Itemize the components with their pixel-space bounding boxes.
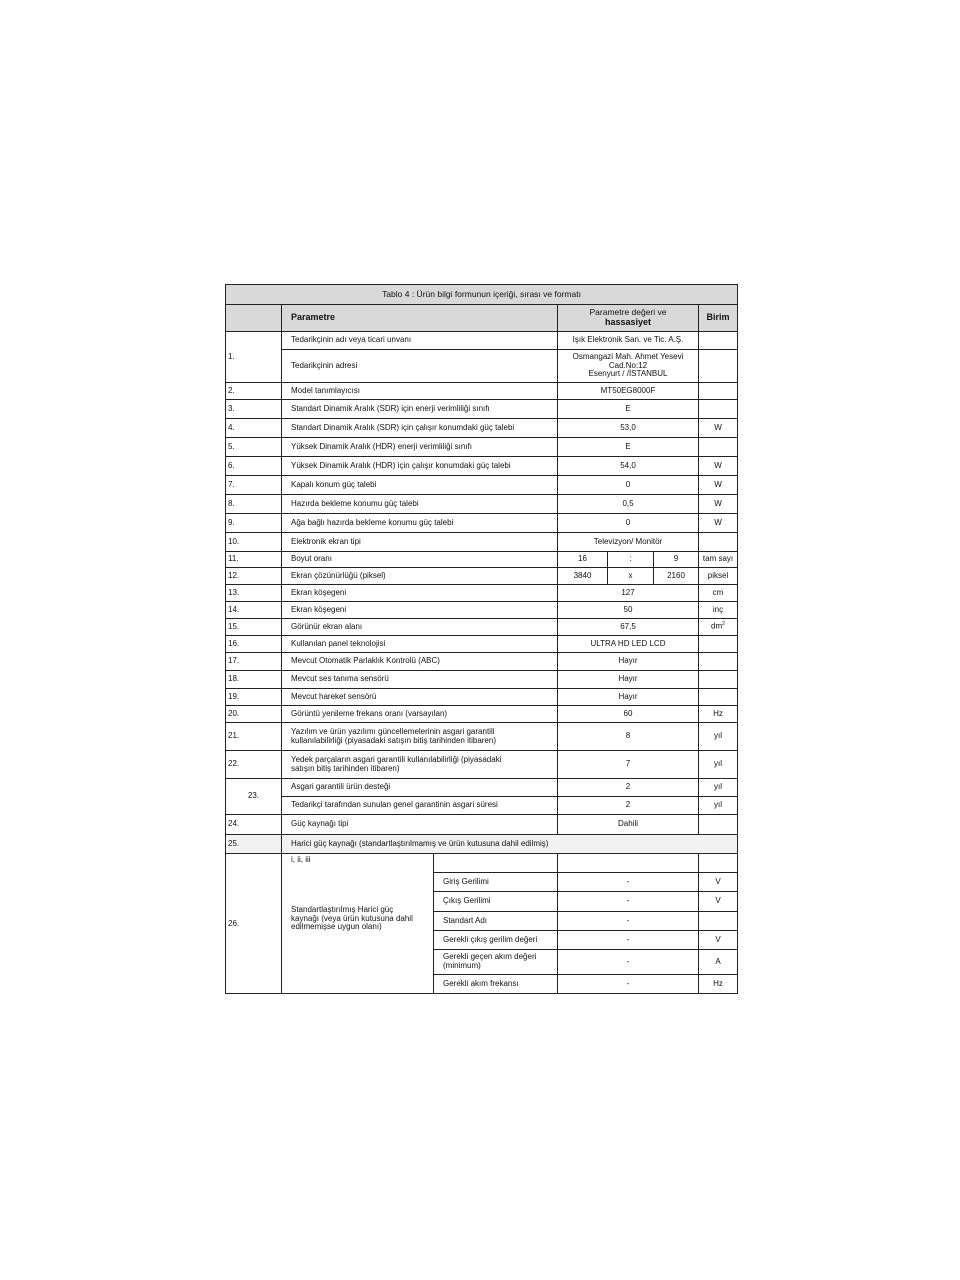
row-label: Harici güç kaynağı (standartlaştırılmamış ve ürün kutusuna dahil edilmiş): [282, 835, 738, 854]
row-unit: [699, 619, 738, 636]
row-value: Hayır: [558, 671, 699, 689]
sub-label: Gerekli çıkış gerilim değeri: [434, 931, 558, 950]
row-unit: cm: [699, 585, 738, 602]
row-value: E: [558, 438, 699, 457]
table-row: [226, 835, 738, 854]
sub-value: -: [558, 873, 699, 892]
row-label: Elektronik ekran tipi: [282, 533, 558, 552]
row-label: Model tanımlayıcısı: [282, 383, 558, 400]
sub-unit: [699, 912, 738, 931]
row-label: Asgari garantili ürün desteği: [282, 779, 558, 797]
table-row: [226, 495, 738, 514]
sub-label-line1: Gerekli geçen akım değeri: [443, 952, 537, 962]
row-value: ULTRA HD LED LCD: [558, 636, 699, 653]
sub-label-line2: (minimum): [443, 961, 481, 970]
row-label: Kapalı konum güç talebi: [282, 476, 558, 495]
table-row: [226, 568, 738, 585]
table-row: [226, 619, 738, 636]
row-number: 17.: [226, 653, 282, 671]
row-unit: [699, 332, 738, 350]
row-value: Hayır: [558, 689, 699, 706]
row-label: Ekran köşegeni: [282, 602, 558, 619]
row-label: Standart Dinamik Aralık (SDR) için çalışır konumdaki güç talebi: [282, 419, 558, 438]
row-value: MT50EG8000F: [558, 383, 699, 400]
row-number: 11.: [226, 552, 282, 568]
row-unit: [699, 671, 738, 689]
row-label: Standart Dinamik Aralık (SDR) için enerji verimliliği sınıfı: [282, 400, 558, 419]
aspect-height: 9: [654, 552, 699, 568]
sub-label: Gerekli akım frekansı: [434, 975, 558, 994]
row-value: 2: [558, 779, 699, 797]
row-number: 10.: [226, 533, 282, 552]
row-unit: [699, 636, 738, 653]
table-row: [226, 671, 738, 689]
row-value: 127: [558, 585, 699, 602]
sub-unit: A: [699, 950, 738, 975]
header-parametre: Parametre: [282, 305, 558, 332]
table-row: [226, 400, 738, 419]
row-unit: yıl: [699, 779, 738, 797]
resolution-height: 2160: [654, 568, 699, 585]
row-value: 8: [558, 723, 699, 751]
row-label: Ağa bağlı hazırda bekleme konumu güç talebi: [282, 514, 558, 533]
header-value-line2: hassasiyet: [604, 316, 652, 327]
row-label: Yüksek Dinamik Aralık (HDR) için çalışır konumdaki güç talebi: [282, 457, 558, 476]
table-row: [226, 751, 738, 779]
row-label: Mevcut hareket sensörü: [282, 689, 558, 706]
row-value: Dahili: [558, 815, 699, 835]
row-number: 24.: [226, 815, 282, 835]
row-value: 7: [558, 751, 699, 779]
sub-value: -: [558, 975, 699, 994]
resolution-width: 3840: [558, 568, 608, 585]
row-label-line2: satışın bitiş tarihinden itibaren): [291, 763, 400, 773]
sub-unit: V: [699, 931, 738, 950]
row-number: 3.: [226, 400, 282, 419]
unit-base: dm: [711, 621, 723, 631]
row-number: 6.: [226, 457, 282, 476]
table-row: [226, 457, 738, 476]
product-info-table: [225, 284, 738, 994]
table-row: [226, 383, 738, 400]
row-label: Mevcut ses tanıma sensörü: [282, 671, 558, 689]
resolution-separator: x: [608, 568, 654, 585]
external-psu-line3: edilmemişse uygun olanı): [291, 922, 382, 932]
row-number: 19.: [226, 689, 282, 706]
sub-unit: Hz: [699, 975, 738, 994]
row-value: 0,5: [558, 495, 699, 514]
row-value: 2: [558, 797, 699, 815]
external-psu-line2: kaynağı (veya ürün kutusuna dahil: [291, 913, 413, 923]
row-number: 15.: [226, 619, 282, 636]
row-unit: yıl: [699, 723, 738, 751]
table-caption: Tablo 4 : Ürün bilgi formunun içeriği, sırası ve formatı: [226, 285, 738, 305]
row-unit: W: [699, 419, 738, 438]
row-label-line1: Yazılım ve ürün yazılımı güncellemelerinin asgari garantili: [291, 726, 495, 736]
row-number: 20.: [226, 706, 282, 723]
aspect-separator: :: [608, 552, 654, 568]
row-unit: W: [699, 457, 738, 476]
sub-label: [434, 950, 558, 975]
sub-unit: V: [699, 892, 738, 912]
row-unit: [699, 438, 738, 457]
header-number-cell: [226, 305, 282, 332]
table-row: [226, 514, 738, 533]
row-unit: W: [699, 476, 738, 495]
row-unit: tam sayı: [699, 552, 738, 568]
row-label: Boyut oranı: [282, 552, 558, 568]
supplier-name-value: Işık Elektronik San. ve Tic. A.Ş.: [558, 332, 699, 350]
row-label: [282, 723, 558, 751]
address-line2: Cad.No:12: [608, 360, 648, 370]
supplier-address-value: [558, 350, 699, 383]
row-number: 1.: [226, 332, 282, 383]
row-unit: W: [699, 495, 738, 514]
table-header-row: [226, 305, 738, 332]
row-number: 22.: [226, 751, 282, 779]
table-row: [226, 653, 738, 671]
sub-label: Standart Adı: [434, 912, 558, 931]
row-number: 13.: [226, 585, 282, 602]
row-label: Güç kaynağı tipi: [282, 815, 558, 835]
sub-unit: V: [699, 873, 738, 892]
supplier-address-label: Tedarikçinin adresi: [282, 350, 558, 383]
table-row-26-top: [226, 854, 738, 873]
row-label: Görünür ekran alanı: [282, 619, 558, 636]
supplier-name-label: Tedarikçinin adı veya ticari unvanı: [282, 332, 558, 350]
row-value: E: [558, 400, 699, 419]
row-value: 53,0: [558, 419, 699, 438]
external-psu-line1: Standartlaştırılmış Harici güç: [291, 904, 394, 914]
row-number: 4.: [226, 419, 282, 438]
row-number: 14.: [226, 602, 282, 619]
table-row-23b: [226, 797, 738, 815]
row-label: Yüksek Dinamik Aralık (HDR) enerji verimliliği sınıfı: [282, 438, 558, 457]
table-row: [226, 585, 738, 602]
row-number: 8.: [226, 495, 282, 514]
row-unit: W: [699, 514, 738, 533]
table-row: [226, 602, 738, 619]
row-unit: yıl: [699, 751, 738, 779]
table-row: [226, 438, 738, 457]
table-row: [226, 533, 738, 552]
table-row-1b: [226, 350, 738, 383]
row-number: 21.: [226, 723, 282, 751]
sub-label: Çıkış Gerilimi: [434, 892, 558, 912]
row-value: Televizyon/ Monitör: [558, 533, 699, 552]
sub-value: -: [558, 931, 699, 950]
unit-exponent: 2: [722, 621, 725, 628]
row-value: 60: [558, 706, 699, 723]
sub-value: -: [558, 912, 699, 931]
table-row-23a: [226, 779, 738, 797]
aspect-width: 16: [558, 552, 608, 568]
row-unit: piksel: [699, 568, 738, 585]
table-row: [226, 636, 738, 653]
row-value: 0: [558, 514, 699, 533]
address-line3: Esenyurt / /İSTANBUL: [588, 369, 668, 379]
row-unit: [699, 689, 738, 706]
row-label-line2: kullanılabilirliği (piyasadaki satışın bitiş tarihinden itibaren): [291, 735, 496, 745]
row-value: 67,5: [558, 619, 699, 636]
row-value: 50: [558, 602, 699, 619]
row-label: [282, 751, 558, 779]
table-row: [226, 815, 738, 835]
row-label: Hazırda bekleme konumu güç talebi: [282, 495, 558, 514]
row-label: Tedarikçi tarafından sunulan genel garantinin asgari süresi: [282, 797, 558, 815]
sub-value: -: [558, 950, 699, 975]
row-number: 12.: [226, 568, 282, 585]
row-label: Ekran köşegeni: [282, 585, 558, 602]
sub-unit: [699, 854, 738, 873]
row-number: [226, 854, 282, 994]
row-value: 54,0: [558, 457, 699, 476]
row-number: 23.: [226, 779, 282, 815]
table-row: [226, 419, 738, 438]
sub-value: -: [558, 892, 699, 912]
row-label: Mevcut Otomatik Parlaklık Kontrolü (ABC): [282, 653, 558, 671]
row-label: Görüntü yenileme frekans oranı (varsayılan): [282, 706, 558, 723]
row-unit: inç: [699, 602, 738, 619]
row-unit: [699, 653, 738, 671]
table-row: [226, 476, 738, 495]
row-value: 0: [558, 476, 699, 495]
row-unit: yıl: [699, 797, 738, 815]
sub-value: [558, 854, 699, 873]
table-row: [226, 552, 738, 568]
row-number: 7.: [226, 476, 282, 495]
sub-label: [434, 854, 558, 873]
row-number: 16.: [226, 636, 282, 653]
header-value: [558, 305, 699, 332]
row-unit: Hz: [699, 706, 738, 723]
table-row: [226, 689, 738, 706]
address-line1: Osmangazi Mah. Ahmet Yesevi: [572, 351, 684, 361]
row-number: 9.: [226, 514, 282, 533]
row-unit: [699, 533, 738, 552]
table-row: [226, 706, 738, 723]
row-unit: [699, 350, 738, 383]
row-value: Hayır: [558, 653, 699, 671]
table-row-1a: [226, 332, 738, 350]
row-number: 2.: [226, 383, 282, 400]
row-label-line1: Yedek parçaların asgari garantili kullanılabilirliği (piyasadaki: [291, 754, 502, 764]
header-birim: Birim: [699, 305, 738, 332]
external-psu-label: [282, 854, 434, 994]
row-number: 25.: [226, 835, 282, 854]
header-value-line1: Parametre değeri ve: [589, 307, 667, 318]
row-unit: [699, 383, 738, 400]
row-number-text: 26.: [228, 919, 240, 929]
row-label: Kullanılan panel teknolojisi: [282, 636, 558, 653]
roman-numerals: i, ii, iii: [291, 855, 311, 864]
sub-label: Giriş Gerilimi: [434, 873, 558, 892]
row-number: 18.: [226, 671, 282, 689]
row-label: Ekran çözünürlüğü (piksel): [282, 568, 558, 585]
row-unit: [699, 815, 738, 835]
row-number: 5.: [226, 438, 282, 457]
table-row: [226, 723, 738, 751]
row-unit: [699, 400, 738, 419]
